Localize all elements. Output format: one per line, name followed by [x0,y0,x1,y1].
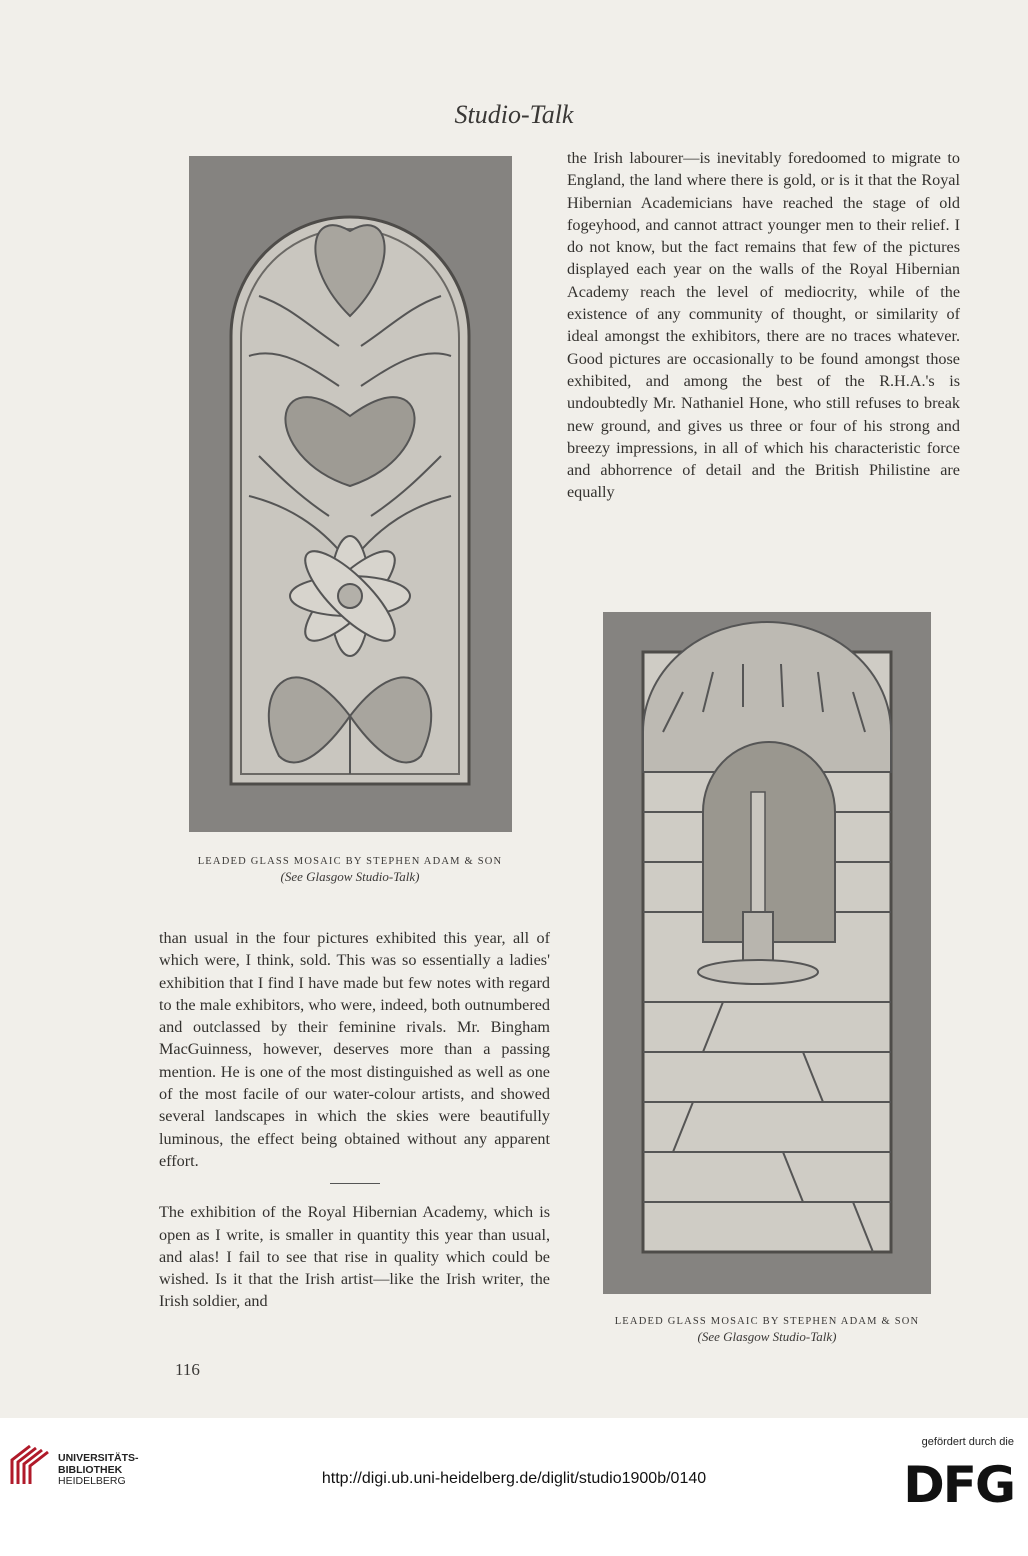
left-column-paragraph-2: The exhibition of the Royal Hibernian Academy, which is open as I write, is smaller in quantity this year than usual, and alas! I fail to see that rise in quality which could be wished. Is it that the Irish artist—like the Irish writer, the Irish soldier, and [159,1203,550,1311]
funding-note: gefördert durch die [921,1436,1014,1448]
dfg-logo: DFG [903,1456,1014,1514]
library-name-line-1: UNIVERSITÄTS- [58,1452,139,1464]
library-name-line-2: BIBLIOTHEK [58,1463,123,1476]
digital-object-url[interactable]: http://digi.ub.uni-heidelberg.de/diglit/studio1900b/0140 [321,1470,707,1487]
caption-right-sub: (See Glasgow Studio-Talk) [697,1329,837,1344]
caption-left-sub: (See Glasgow Studio-Talk) [280,869,420,884]
caption-right [567,1316,967,1345]
page-number: 116 [175,1360,200,1379]
caption-right-main: LEADED GLASS MOSAIC BY STEPHEN ADAM & SON [614,1316,920,1327]
library-name-line-3: HEIDELBERG [58,1475,126,1487]
leaded-glass-arch-illustration [189,156,512,832]
caption-left [150,856,550,885]
section-divider [330,1183,380,1184]
caption-left-main: LEADED GLASS MOSAIC BY STEPHEN ADAM & SON [197,856,503,867]
running-head: Studio-Talk [454,100,574,129]
right-column-text [567,147,960,504]
right-column-paragraph: the Irish labourer—is inevitably foredoomed to migrate to England, the land where there is gold, or is it that the Royal Hibernian Academicians have reached the stage of old fogeyhood, and cannot attract younger men to their relief. I do not know, but the fact remains that few of the pictures displayed each year on the walls of the Royal Hibernian Academy reach the level of mediocrity, while of the existence of any community of thought, or similarity of ideal amongst the exhibitors, there are no traces whatever. Good pictures are occasionally to be found amongst those exhibited, and among the best of the R.H.A.'s is undoubtedly Mr. Nathaniel Hone, who still refuses to break new ground, and gives us three or four of his strong and breezy impressions, in all of which his characteristic force and abhorrence of detail and the British Philistine are equally [567,149,960,502]
left-column-text [159,927,550,1313]
left-column-paragraph-1: than usual in the four pictures exhibited this year, all of which were, I think, sold. This was so essentially a ladies' exhibition that I find I have made but few notes with regard to the male exhibitors, who were, indeed, both outnumbered and outclassed by their feminine rivals. Mr. Bingham MacGuinness, however, deserves more than a passing mention. He is one of the most distinguished as well as one of the most facile of our water-colour artists, and showed several landscapes in which the skies were beautifully luminous, the effect being obtained without any apparent effort. [159,929,550,1170]
digitization-footer [0,1418,1028,1556]
leaded-glass-statue-illustration [603,612,931,1294]
